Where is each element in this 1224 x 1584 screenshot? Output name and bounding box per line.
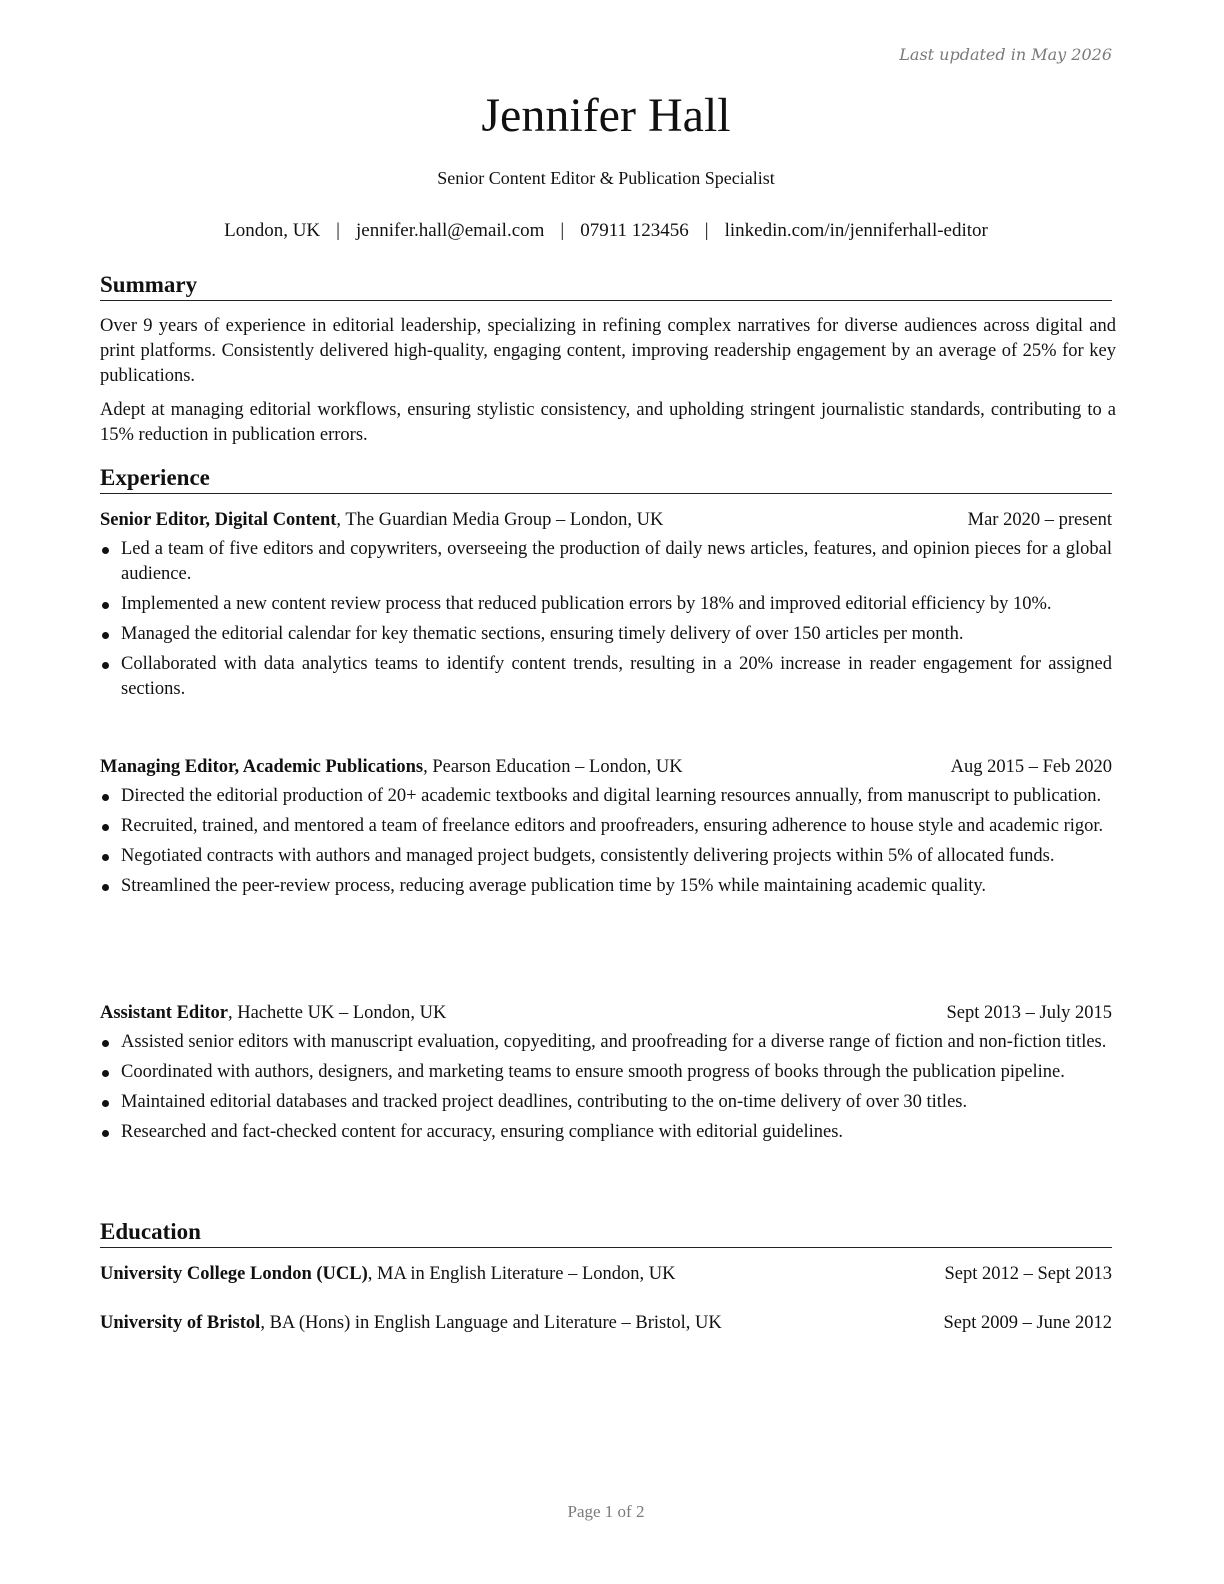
job-organization: , The Guardian Media Group – London, UK bbox=[336, 510, 664, 530]
section-title-summary: Summary bbox=[100, 271, 1112, 301]
job-header bbox=[100, 1001, 1112, 1025]
contact-separator: | bbox=[336, 220, 340, 241]
job-dates: Mar 2020 – present bbox=[967, 510, 1112, 530]
education-detail: , BA (Hons) in English Language and Literature – Bristol, UK bbox=[260, 1313, 722, 1333]
job-role: Assistant Editor bbox=[100, 1003, 228, 1023]
list-item: Negotiated contracts with authors and managed project budgets, consistently delivering projects within 5% of allocated funds. bbox=[100, 844, 1112, 869]
list-item: Implemented a new content review process that reduced publication errors by 18% and improved editorial efficiency by 10%. bbox=[100, 592, 1112, 617]
summary-paragraph: Adept at managing editorial workflows, ensuring stylistic consistency, and upholding stringent journalistic standards, contributing to a 15% reduction in publication errors. bbox=[100, 400, 1116, 445]
list-item: Collaborated with data analytics teams to identify content trends, resulting in a 20% increase in reader engagement for assigned sections. bbox=[100, 652, 1112, 702]
education-detail: , MA in English Literature – London, UK bbox=[367, 1264, 676, 1284]
job-bullets bbox=[100, 537, 1112, 707]
contact-email[interactable]: jennifer.hall@email.com bbox=[355, 220, 545, 241]
job-organization: , Pearson Education – London, UK bbox=[423, 757, 683, 777]
education-dates: Sept 2012 – Sept 2013 bbox=[944, 1264, 1112, 1284]
job-role: Senior Editor, Digital Content bbox=[100, 510, 337, 530]
resume-page bbox=[100, 0, 1116, 1584]
list-item: Researched and fact-checked content for accuracy, ensuring compliance with editorial guidelines. bbox=[100, 1120, 1112, 1145]
list-item: Managed the editorial calendar for key thematic sections, ensuring timely delivery of over 150 articles per month. bbox=[100, 622, 1112, 647]
education-school: University of Bristol bbox=[100, 1313, 261, 1333]
contact-location: London, UK bbox=[224, 220, 321, 241]
contact-phone[interactable]: 07911 123456 bbox=[580, 220, 689, 241]
job-bullets bbox=[100, 784, 1112, 904]
job-dates: Aug 2015 – Feb 2020 bbox=[950, 757, 1112, 777]
list-item: Recruited, trained, and mentored a team of freelance editors and proofreaders, ensuring adherence to house style and academic rigor. bbox=[100, 814, 1112, 839]
candidate-tagline: Senior Content Editor & Publication Specialist bbox=[437, 168, 775, 188]
education-entry bbox=[100, 1262, 1112, 1286]
summary-paragraph: Over 9 years of experience in editorial leadership, specializing in refining complex narratives for diverse audiences across digital and print platforms. Consistently delivered high-quality, engaging content, improving readership engagement by an average of 25% for key publications. bbox=[100, 316, 1116, 386]
education-dates: Sept 2009 – June 2012 bbox=[943, 1313, 1112, 1333]
list-item: Streamlined the peer-review process, reducing average publication time by 15% while maintaining academic quality. bbox=[100, 874, 1112, 899]
job-bullets bbox=[100, 1030, 1112, 1150]
last-updated-note: Last updated in May 2026 bbox=[899, 45, 1112, 64]
page-number: Page 1 of 2 bbox=[567, 1502, 645, 1521]
job-organization: , Hachette UK – London, UK bbox=[227, 1003, 447, 1023]
job-role: Managing Editor, Academic Publications bbox=[100, 757, 424, 777]
section-title-experience: Experience bbox=[100, 464, 1112, 494]
job-dates: Sept 2013 – July 2015 bbox=[946, 1003, 1112, 1023]
contact-separator: | bbox=[560, 220, 565, 241]
list-item: Assisted senior editors with manuscript evaluation, copyediting, and proofreading for a diverse range of fiction and non-fiction titles. bbox=[100, 1030, 1112, 1055]
list-item: Coordinated with authors, designers, and marketing teams to ensure smooth progress of books through the publication pipeline. bbox=[100, 1060, 1112, 1085]
list-item: Maintained editorial databases and tracked project deadlines, contributing to the on-time delivery of over 30 titles. bbox=[100, 1090, 1112, 1115]
section-title-education: Education bbox=[100, 1218, 1112, 1248]
job-header bbox=[100, 755, 1112, 779]
list-item: Directed the editorial production of 20+ academic textbooks and digital learning resources annually, from manuscript to publication. bbox=[100, 784, 1112, 809]
contact-line bbox=[100, 220, 1112, 242]
contact-linkedin[interactable]: linkedin.com/in/jenniferhall-editor bbox=[724, 220, 988, 241]
education-entry bbox=[100, 1311, 1112, 1335]
contact-separator: | bbox=[704, 220, 709, 241]
candidate-name: Jennifer Hall bbox=[481, 89, 731, 142]
job-header bbox=[100, 508, 1112, 532]
education-school: University College London (UCL) bbox=[100, 1264, 368, 1284]
list-item: Led a team of five editors and copywriters, overseeing the production of daily news articles, features, and opinion pieces for a global audience. bbox=[100, 537, 1112, 587]
